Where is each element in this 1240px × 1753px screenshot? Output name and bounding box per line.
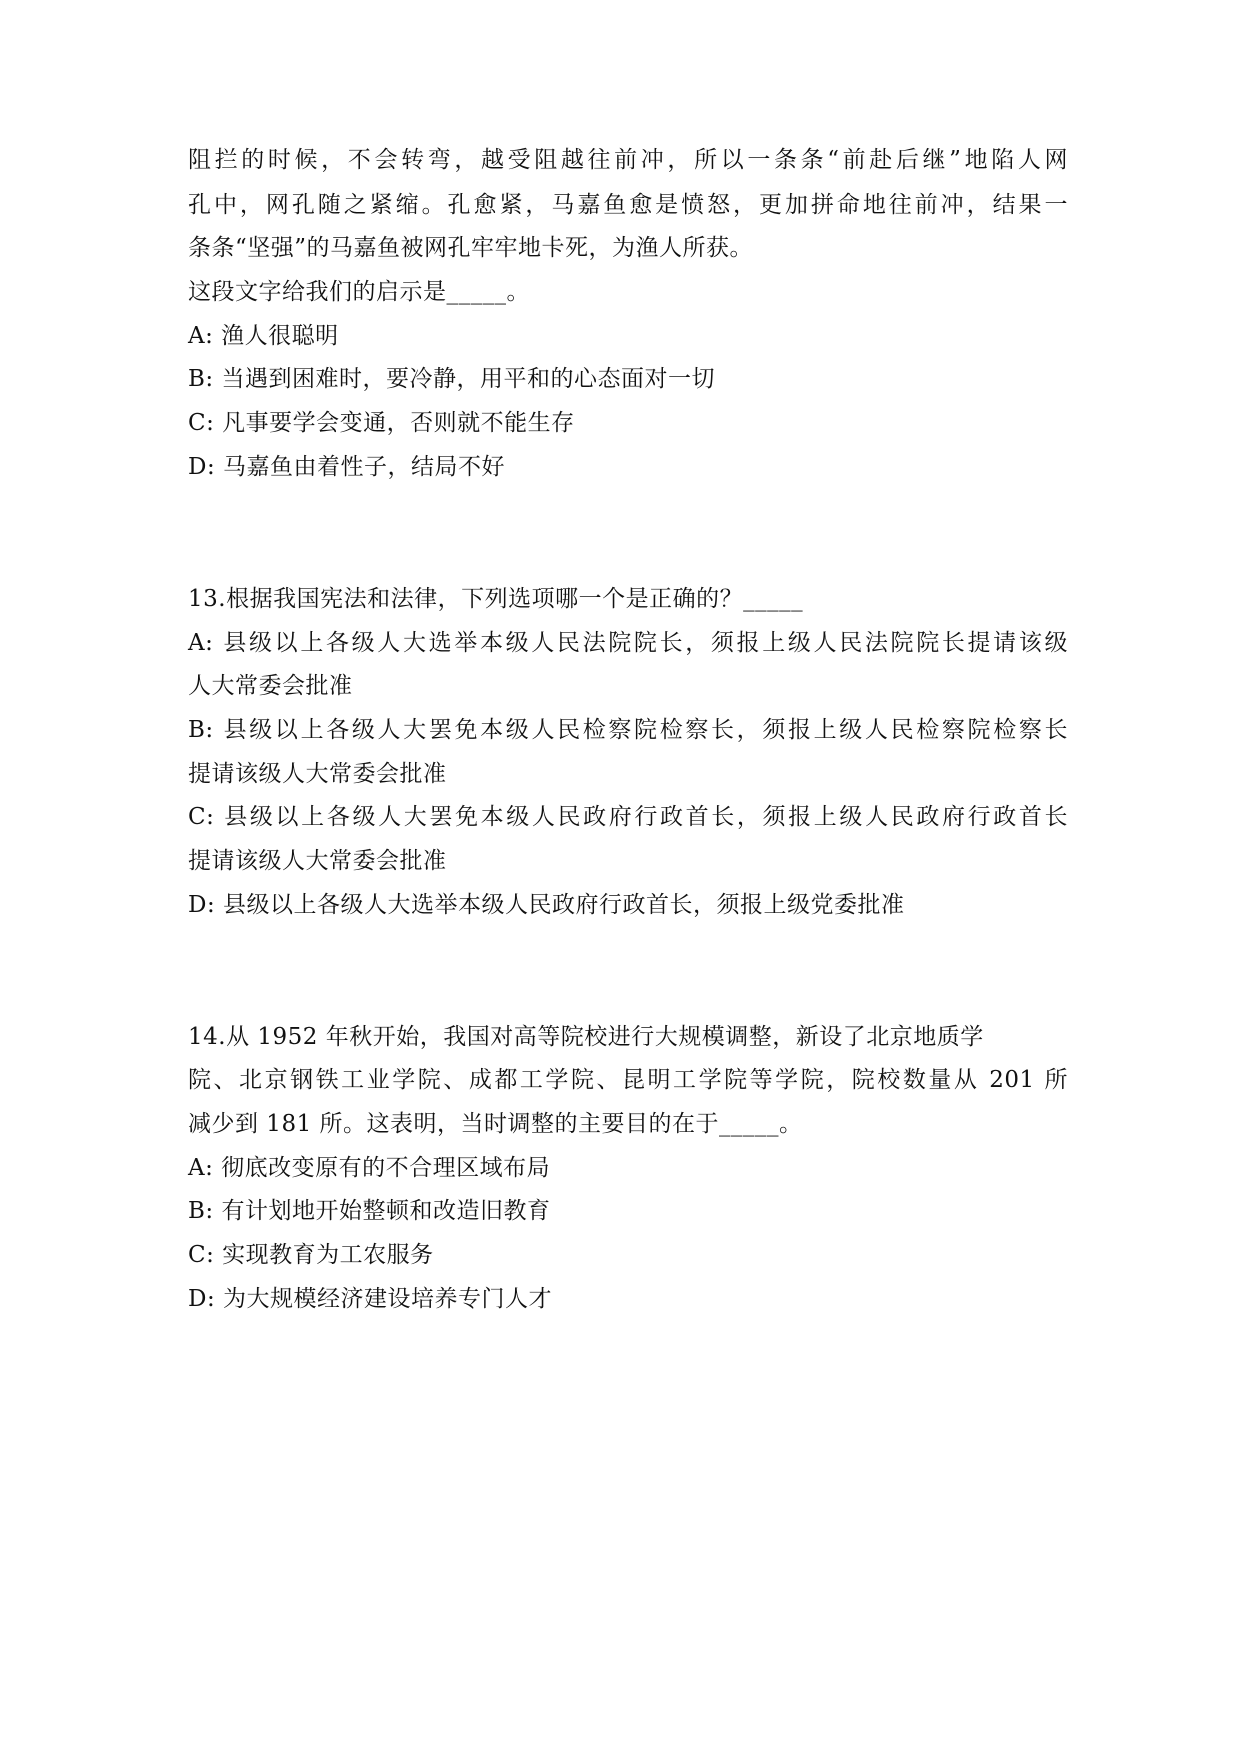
q13-option-a: A: 县级以上各级人大选举本级人民法院院长，须报上级人民法院院长提请该级 — [188, 630, 1068, 656]
q14-question: 14.从 1952 年秋开始，我国对高等院校进行大规模调整，新设了北京地质学 — [188, 1024, 984, 1050]
q13-option-b: B: 县级以上各级人大罢免本级人民检察院检察长，须报上级人民检察院检察长 — [188, 717, 1068, 743]
q12-option-d: D: 马嘉鱼由着性子，结局不好 — [188, 454, 506, 480]
q12-question: 这段文字给我们的启示是_____。 — [188, 279, 530, 305]
q14-option-c: C: 实现教育为工农服务 — [188, 1242, 434, 1268]
q12-passage-line: 孔中，网孔随之紧缩。孔愈紧，马嘉鱼愈是愤怒，更加拼命地往前冲，结果一 — [188, 192, 1068, 218]
q13-option-b-cont: 提请该级人大常委会批准 — [188, 761, 447, 787]
q13-question: 13.根据我国宪法和法律，下列选项哪一个是正确的？_____ — [188, 586, 804, 612]
q12-option-a: A: 渔人很聪明 — [188, 323, 339, 349]
q14-option-d: D: 为大规模经济建设培养专门人才 — [188, 1286, 553, 1312]
q13-option-a-cont: 人大常委会批准 — [188, 673, 353, 699]
q14-option-b: B: 有计划地开始整顿和改造旧教育 — [188, 1198, 551, 1224]
q14-question-cont: 减少到 181 所。这表明，当时调整的主要目的在于_____。 — [188, 1111, 803, 1137]
q12-option-b: B: 当遇到困难时，要冷静，用平和的心态面对一切 — [188, 366, 715, 392]
q13-option-d: D: 县级以上各级人大选举本级人民政府行政首长，须报上级党委批准 — [188, 892, 905, 918]
q12-option-c: C: 凡事要学会变通，否则就不能生存 — [188, 410, 575, 436]
q14-option-a: A: 彻底改变原有的不合理区域布局 — [188, 1155, 551, 1181]
q13-option-c: C: 县级以上各级人大罢免本级人民政府行政首长，须报上级人民政府行政首长 — [188, 804, 1068, 830]
q13-option-c-cont: 提请该级人大常委会批准 — [188, 848, 447, 874]
q14-question-cont: 院、北京钢铁工业学院、成都工学院、昆明工学院等学院，院校数量从 201 所 — [188, 1067, 1068, 1093]
q12-passage-line: 阻拦的时候，不会转弯，越受阻越往前冲，所以一条条“前赴后继”地陷人网 — [188, 147, 1068, 173]
q12-passage-line: 条条“坚强”的马嘉鱼被网孔牢牢地卡死，为渔人所获。 — [188, 235, 754, 261]
